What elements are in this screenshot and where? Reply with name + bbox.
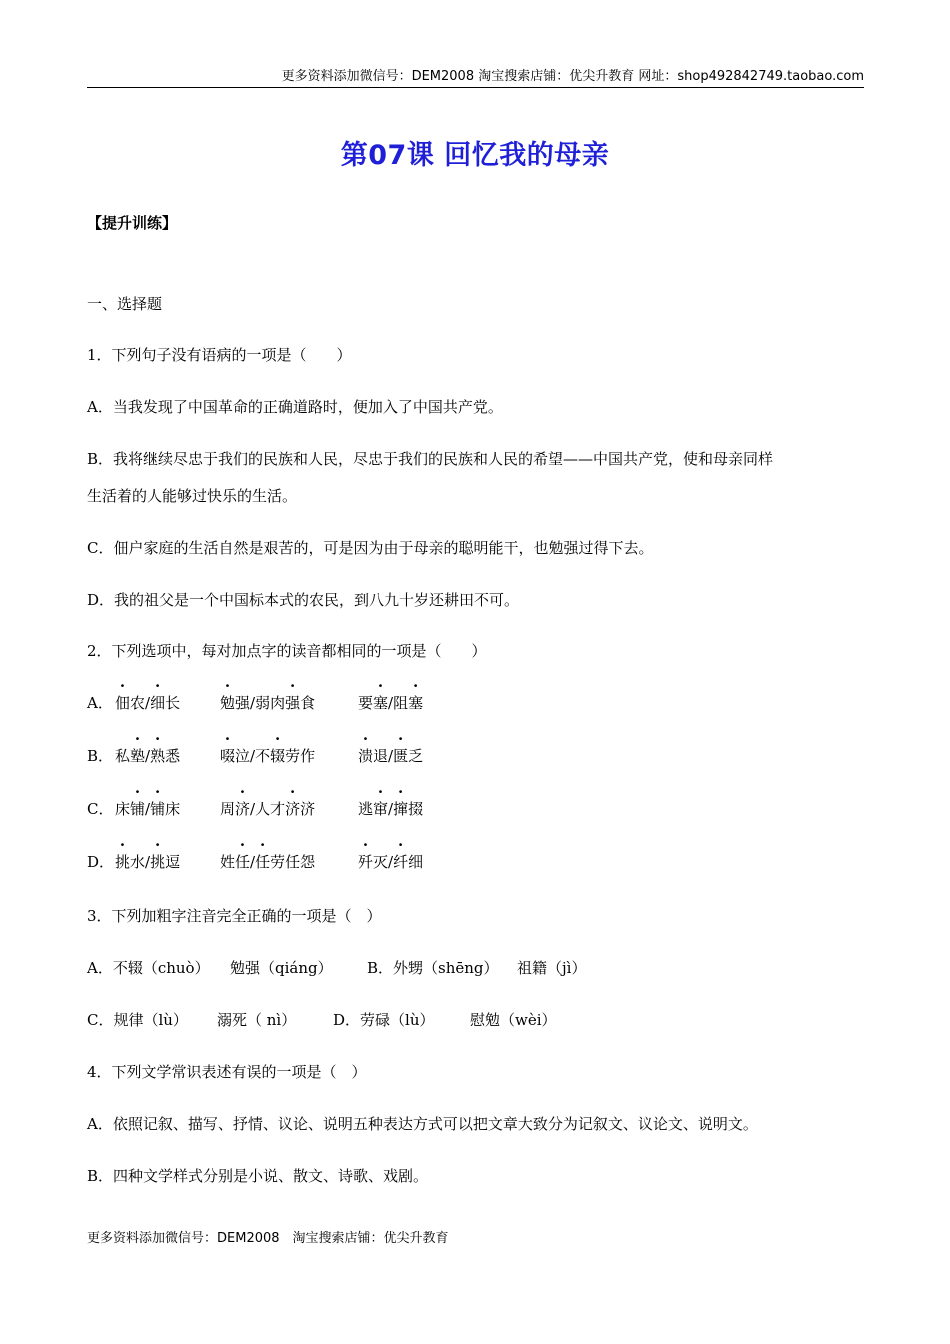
word-pair: 挑水/挑逗 [115,853,181,871]
dotted-char: 勉 [220,694,236,712]
dotted-char: 辍 [270,747,286,765]
question-1-option-b-cont: 生活着的人能够过快乐的生活。 [87,487,298,505]
word-pair: 佃农/细长 [115,694,181,712]
dotted-char: 塞 [373,694,389,712]
option-a: A．不辍（chuò） [87,959,210,977]
dotted-char: 匮 [393,747,409,765]
word-pair: 溃退/匮乏 [358,747,424,765]
option-letter: A． [87,694,113,712]
question-4-option-b: B．四种文学样式分别是小说、散文、诗歌、戏剧。 [87,1167,429,1185]
option-a-word-2: 勉强（qiáng） [230,959,333,977]
dotted-char: 佃 [115,694,131,712]
question-2-option-a [87,692,864,714]
section-tag: 【提升训练】 [87,214,178,232]
question-2-option-c [87,798,864,820]
page-header: 更多资料添加微信号：DEM2008 淘宝搜索店铺：优尖升教育 网址：shop492842749.taobao.com [87,66,864,88]
dotted-char: 强 [285,694,301,712]
dotted-char: 济 [285,800,301,818]
question-2-option-d [87,851,864,873]
question-1-option-c: C．佃户家庭的生活自然是艰苦的，可是因为由于母亲的聪明能干，也勉强过得下去。 [87,539,654,557]
dotted-char: 歼 [358,853,374,871]
dotted-char: 啜 [220,747,236,765]
dotted-char: 挑 [115,853,131,871]
question-2-stem: 2．下列选项中，每对加点字的读音都相同的一项是（ ） [87,642,487,660]
question-3-options-row-2 [87,1009,864,1031]
word-pair: 歼灭/纤细 [358,853,424,871]
page-footer: 更多资料添加微信号：DEM2008 淘宝搜索店铺：优尖升教育 [87,1231,449,1246]
dotted-char: 熟 [150,747,166,765]
dotted-char: 塾 [130,747,146,765]
question-3-options-row-1 [87,957,864,979]
word-pair: 姓任/任劳任怨 [220,853,316,871]
dotted-char: 撺 [393,800,409,818]
dotted-char: 纤 [393,853,409,871]
question-3-stem: 3．下列加粗字注音完全正确的一项是（ ） [87,907,382,925]
dotted-char: 挑 [150,853,166,871]
word-pair: 私塾/熟悉 [115,747,181,765]
dotted-char: 铺 [150,800,166,818]
question-1-stem: 1．下列句子没有语病的一项是（ ） [87,346,352,364]
question-4-stem: 4．下列文学常识表述有误的一项是（ ） [87,1063,367,1081]
option-letter: B． [87,747,114,765]
page-title: 第07课 回忆我的母亲 [340,140,610,171]
question-1-option-a: A．当我发现了中国革命的正确道路时，便加入了中国共产党。 [87,398,503,416]
option-b-word-2: 祖籍（jì） [517,959,587,977]
option-d-word-2: 慰勉（wèi） [470,1011,557,1029]
word-pair: 床铺/铺床 [115,800,181,818]
word-pair: 周济/人才济济 [220,800,316,818]
dotted-char: 溃 [358,747,374,765]
dotted-char: 细 [150,694,166,712]
word-pair: 勉强/弱肉强食 [220,694,316,712]
option-c-word-2: 溺死（ nì） [217,1011,297,1029]
dotted-char: 塞 [408,694,424,712]
option-letter: D． [87,853,115,871]
dotted-char: 窜 [373,800,389,818]
word-pair: 啜泣/不辍劳作 [220,747,316,765]
word-pair: 逃窜/撺掇 [358,800,424,818]
part-heading: 一、选择题 [87,295,163,313]
dotted-char: 济 [235,800,251,818]
dotted-char: 铺 [130,800,146,818]
question-1-option-b: B．我将继续尽忠于我们的民族和人民，尽忠于我们的民族和人民的希望——中国共产党，使和母亲同样 [87,450,774,468]
word-pair: 要塞/阻塞 [358,694,424,712]
option-c: C．规律（lù） [87,1011,188,1029]
option-d: D．劳碌（lù） [333,1011,435,1029]
question-2-option-b [87,745,864,767]
dotted-char: 任 [235,853,251,871]
option-b: B．外甥（shēng） [367,959,499,977]
question-4-option-a: A．依照记叙、描写、抒情、议论、说明五种表达方式可以把文章大致分为记叙文、议论文、说明文。 [87,1115,758,1133]
question-1-option-d: D．我的祖父是一个中国标本式的农民，到八九十岁还耕田不可。 [87,591,520,609]
option-letter: C． [87,800,114,818]
dotted-char: 任 [255,853,271,871]
